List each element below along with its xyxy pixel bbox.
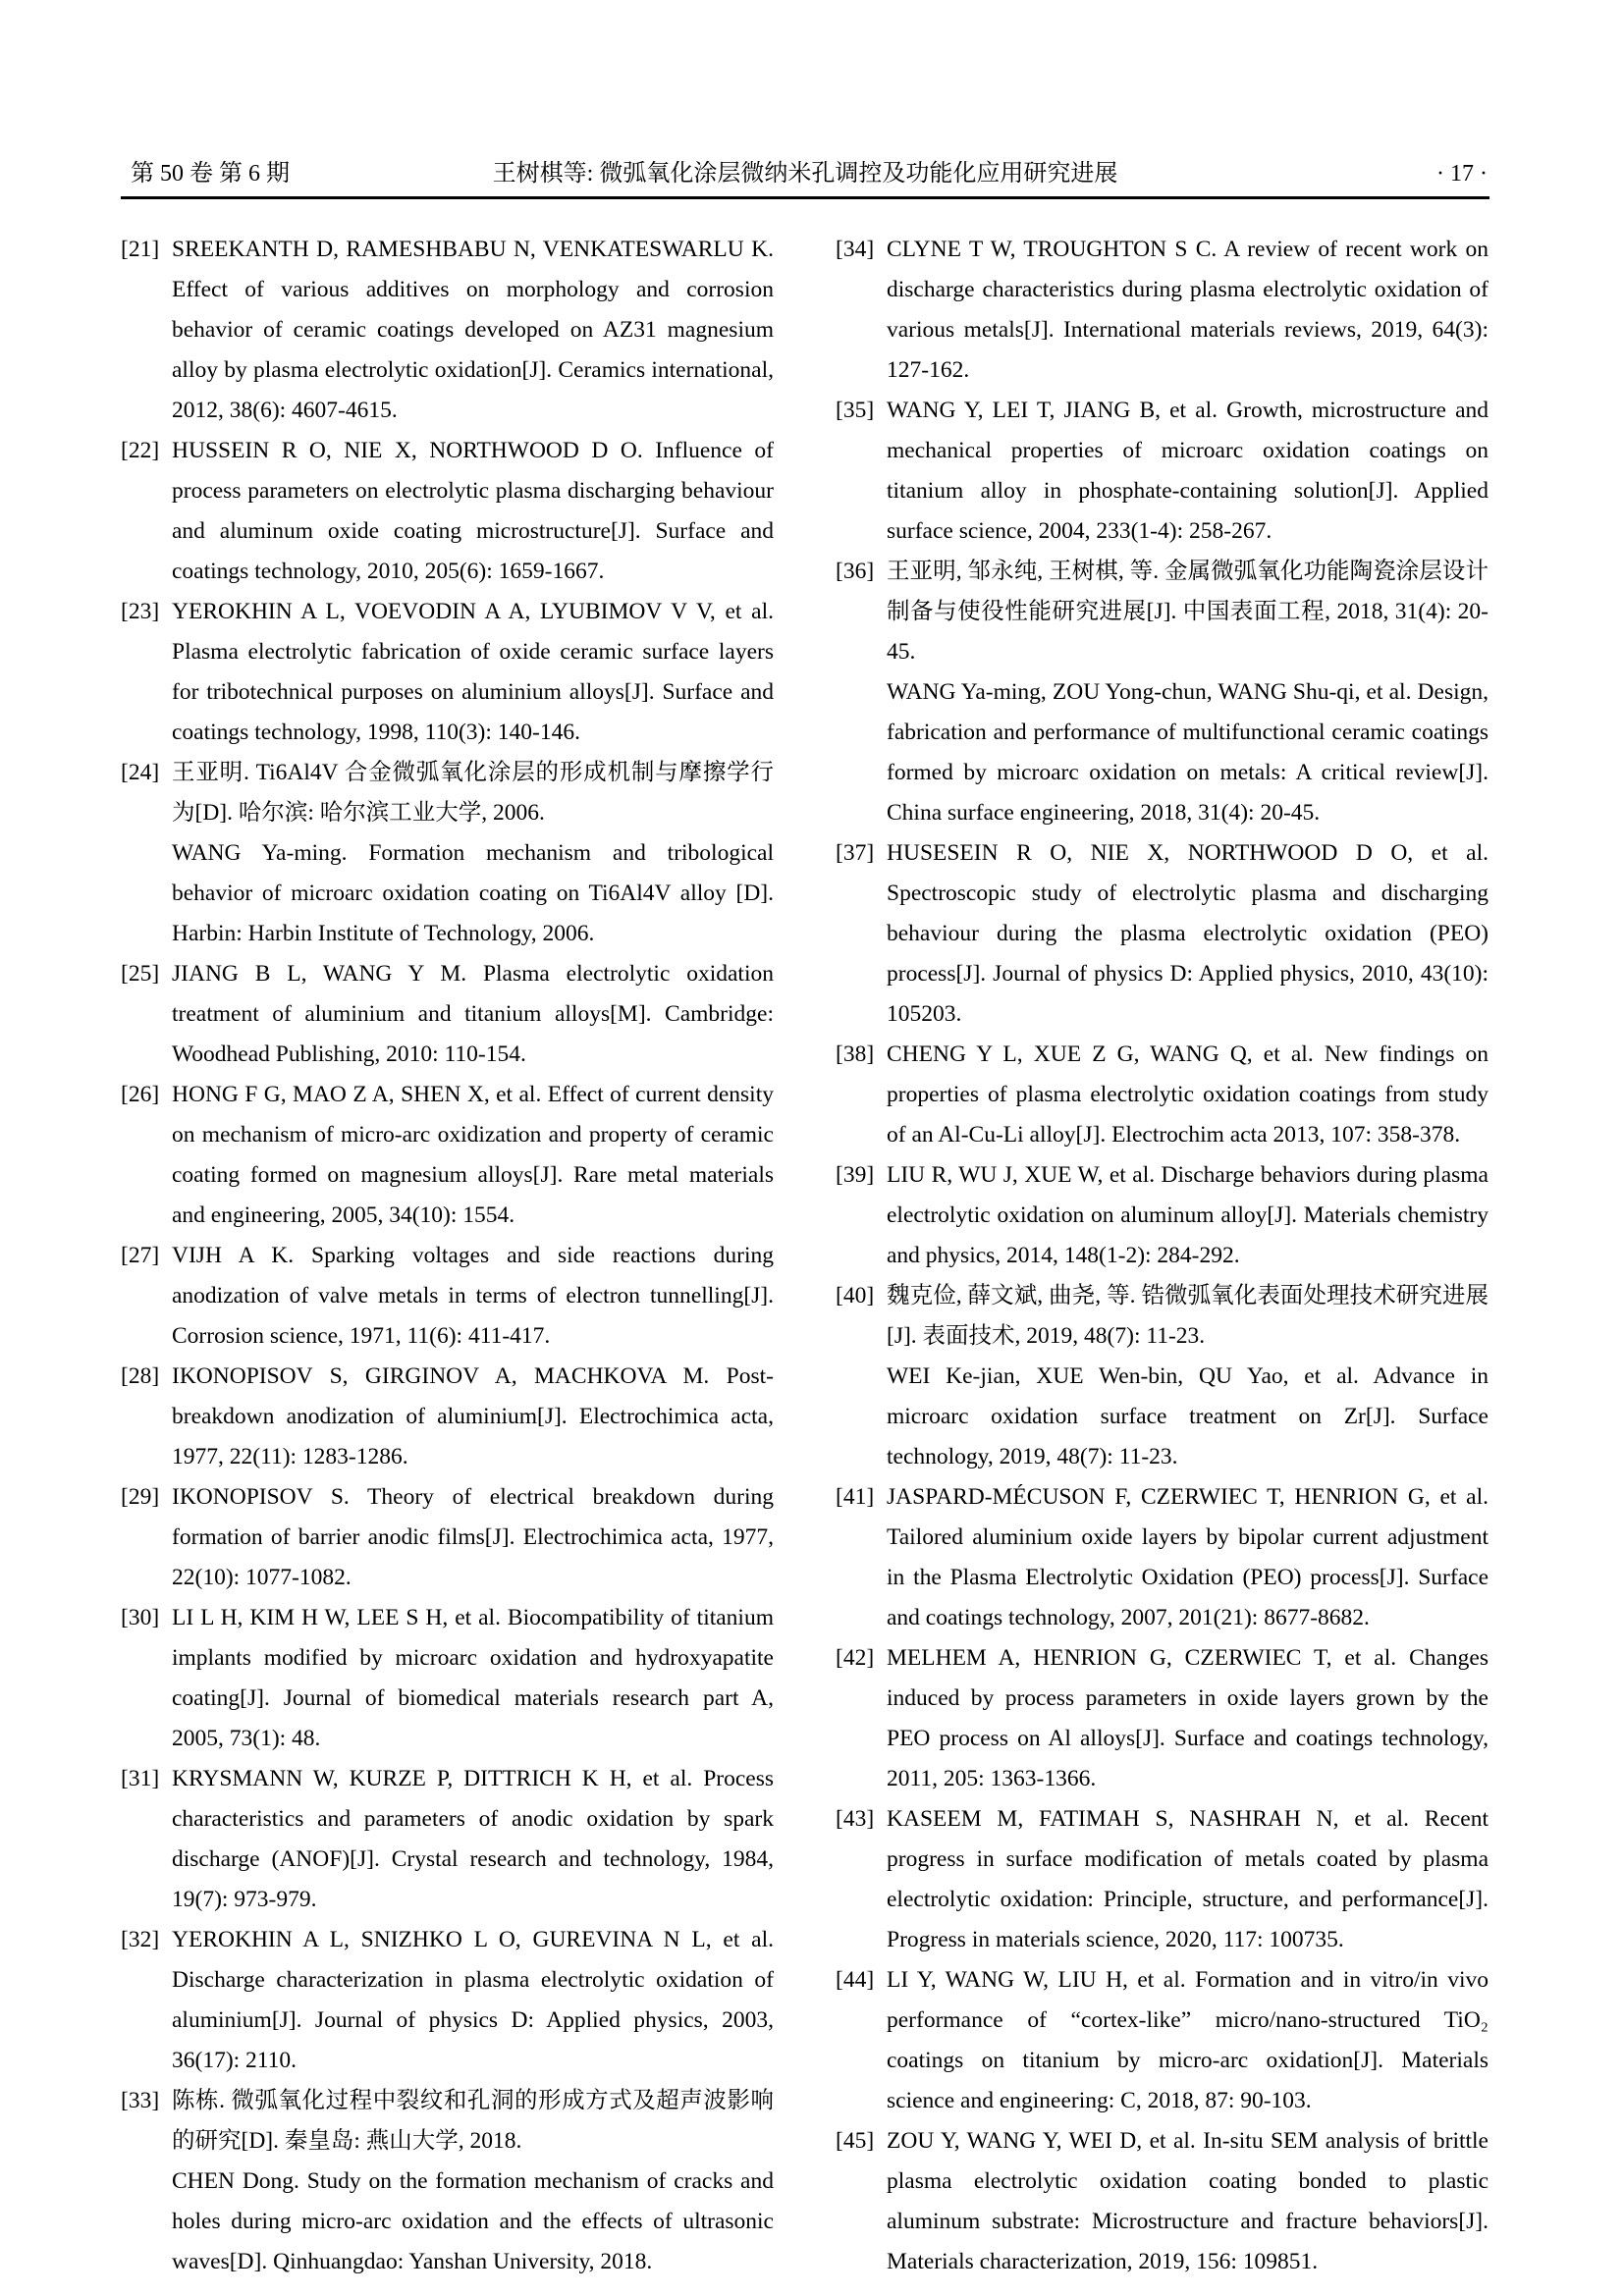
- reference-paragraph: LI L H, KIM H W, LEE S H, et al. Biocompatibility of titanium implants modified by microarc oxidation and hydroxyapatite coating[J]. Journal of biomedical materials research part A, 2005, 73(1): 48.: [172, 1605, 774, 1751]
- reference-paragraph: KRYSMANN W, KURZE P, DITTRICH K H, et al. Process characteristics and parameters of anodic oxidation by spark discharge (ANOF)[J]. Crystal research and technology, 1984, 19(7): 973-979.: [172, 1766, 774, 1912]
- reference-item: [836, 230, 1489, 391]
- reference-number: [39]: [836, 1162, 875, 1188]
- reference-item: [121, 1477, 774, 1598]
- reference-number: [21]: [121, 237, 160, 262]
- reference-number: [45]: [836, 2128, 875, 2154]
- reference-item: [836, 833, 1489, 1035]
- reference-item: [836, 1477, 1489, 1638]
- reference-number: [37]: [836, 840, 875, 866]
- reference-paragraph: 王亚明, 邹永纯, 王树棋, 等. 金属微弧氧化功能陶瓷涂层设计制备与使役性能研究进展[J]. 中国表面工程, 2018, 31(4): 20-45.: [887, 559, 1489, 665]
- reference-text: [887, 1276, 1489, 1477]
- reference-paragraph: WANG Y, LEI T, JIANG B, et al. Growth, microstructure and mechanical properties of microarc oxidation coatings on titanium alloy in phosphate-containing solution[J]. Applied surface science, 2004, 233(1-4): 258-267.: [887, 398, 1489, 544]
- reference-number: [32]: [121, 1927, 160, 1952]
- reference-text: [887, 1155, 1489, 1276]
- references-column-right: [836, 230, 1489, 2282]
- page-number: · 17 ·: [1436, 161, 1488, 187]
- reference-item: [836, 391, 1489, 552]
- reference-paragraph: JASPARD-MÉCUSON F, CZERWIEC T, HENRION G, et al. Tailored aluminium oxide layers by bipolar current adjustment in the Plasma Electrolytic Oxidation (PEO) process[J]. Surface and coatings technology, 2007, 201(21): 8677-8682.: [887, 1484, 1489, 1630]
- reference-text: [887, 1638, 1489, 1799]
- reference-text: [887, 1960, 1489, 2121]
- reference-item: [121, 1075, 774, 1236]
- reference-text: [172, 1759, 774, 1920]
- reference-paragraph: CLYNE T W, TROUGHTON S C. A review of recent work on discharge characteristics during plasma electrolytic oxidation of various metals[J]. International materials reviews, 2019, 64(3): 127-162.: [887, 237, 1489, 383]
- reference-item: [836, 1035, 1489, 1155]
- reference-paragraph: LIU R, WU J, XUE W, et al. Discharge behaviors during plasma electrolytic oxidation on aluminum alloy[J]. Materials chemistry and physics, 2014, 148(1-2): 284-292.: [887, 1162, 1489, 1268]
- page-header: [121, 155, 1489, 192]
- reference-paragraph: HUSESEIN R O, NIE X, NORTHWOOD D O, et al. Spectroscopic study of electrolytic plasma and discharging behaviour during the plasma electrolytic oxidation (PEO) process[J]. Journal of physics D: Applied physics, 2010, 43(10): 105203.: [887, 840, 1489, 1027]
- reference-number: [42]: [836, 1645, 875, 1671]
- reference-number: [40]: [836, 1283, 875, 1308]
- reference-number: [24]: [121, 760, 160, 785]
- reference-number: [31]: [121, 1766, 160, 1791]
- reference-number: [41]: [836, 1484, 875, 1510]
- reference-text: [172, 230, 774, 431]
- reference-text: [887, 230, 1489, 391]
- reference-paragraph: HONG F G, MAO Z A, SHEN X, et al. Effect of current density on mechanism of micro-arc oxidization and property of ceramic coating formed on magnesium alloys[J]. Rare metal materials and engineering, 2005, 34(10): 1554.: [172, 1082, 774, 1228]
- reference-paragraph: WANG Ya-ming. Formation mechanism and tribological behavior of microarc oxidation coating on Ti6Al4V alloy [D]. Harbin: Harbin Institute of Technology, 2006.: [172, 840, 774, 946]
- reference-item: [121, 1920, 774, 2081]
- reference-number: [25]: [121, 961, 160, 987]
- reference-number: [23]: [121, 599, 160, 624]
- references-section: [121, 230, 1489, 2282]
- reference-item: [836, 1799, 1489, 1960]
- reference-paragraph: 陈栋. 微弧氧化过程中裂纹和孔洞的形成方式及超声波影响的研究[D]. 秦皇岛: 燕山大学, 2018.: [172, 2088, 774, 2154]
- reference-number: [44]: [836, 1967, 875, 1993]
- header-rule: [121, 196, 1489, 199]
- reference-item: [836, 1155, 1489, 1276]
- reference-text: [887, 552, 1489, 833]
- reference-item: [121, 1357, 774, 1477]
- reference-text: [172, 1477, 774, 1598]
- reference-text: [172, 1598, 774, 1759]
- reference-number: [38]: [836, 1041, 875, 1067]
- reference-item: [121, 431, 774, 592]
- running-title: 王树棋等: 微弧氧化涂层微纳米孔调控及功能化应用研究进展: [492, 161, 1118, 187]
- volume-issue-label: 第 50 卷 第 6 期: [131, 161, 290, 187]
- reference-item: [836, 1638, 1489, 1799]
- reference-paragraph: YEROKHIN A L, SNIZHKO L O, GUREVINA N L, et al. Discharge characterization in plasma electrolytic oxidation of aluminium[J]. Journal of physics D: Applied physics, 2003, 36(17): 2110.: [172, 1927, 774, 2073]
- reference-text: [887, 1035, 1489, 1155]
- reference-text: [172, 753, 774, 954]
- reference-item: [836, 1276, 1489, 1477]
- reference-item: [121, 753, 774, 954]
- reference-paragraph: IKONOPISOV S, GIRGINOV A, MACHKOVA M. Post-breakdown anodization of aluminium[J]. Electrochimica acta, 1977, 22(11): 1283-1286.: [172, 1363, 774, 1469]
- reference-item: [836, 552, 1489, 833]
- reference-paragraph: VIJH A K. Sparking voltages and side reactions during anodization of valve metals in terms of electron tunnelling[J]. Corrosion science, 1971, 11(6): 411-417.: [172, 1243, 774, 1349]
- reference-paragraph: IKONOPISOV S. Theory of electrical breakdown during formation of barrier anodic films[J]. Electrochimica acta, 1977, 22(10): 1077-1082.: [172, 1484, 774, 1590]
- reference-paragraph: KASEEM M, FATIMAH S, NASHRAH N, et al. Recent progress in surface modification of metals coated by plasma electrolytic oxidation: Principle, structure, and performance[J]. Progress in materials science, 2020, 117: 100735.: [887, 1806, 1489, 1952]
- reference-item: [121, 1759, 774, 1920]
- reference-text: [172, 954, 774, 1075]
- reference-number: [26]: [121, 1082, 160, 1107]
- reference-number: [33]: [121, 2088, 160, 2113]
- reference-number: [28]: [121, 1363, 160, 1389]
- reference-item: [121, 1598, 774, 1759]
- reference-number: [29]: [121, 1484, 160, 1510]
- reference-number: [34]: [836, 237, 875, 262]
- reference-number: [35]: [836, 398, 875, 423]
- reference-number: [43]: [836, 1806, 875, 1832]
- reference-text: [172, 592, 774, 753]
- reference-paragraph: 魏克俭, 薛文斌, 曲尧, 等. 锆微弧氧化表面处理技术研究进展[J]. 表面技术, 2019, 48(7): 11-23.: [887, 1283, 1489, 1349]
- reference-item: [836, 1960, 1489, 2121]
- reference-paragraph: CHEN Dong. Study on the formation mechanism of cracks and holes during micro-arc oxidation and the effects of ultrasonic waves[D]. Qinhuangdao: Yanshan University, 2018.: [172, 2168, 774, 2274]
- reference-paragraph: YEROKHIN A L, VOEVODIN A A, LYUBIMOV V V, et al. Plasma electrolytic fabrication of oxide ceramic surface layers for tribotechnical purposes on aluminium alloys[J]. Surface and coatings technology, 1998, 110(3): 140-146.: [172, 599, 774, 745]
- reference-number: [30]: [121, 1605, 160, 1630]
- reference-text: [172, 1236, 774, 1357]
- reference-text: [887, 1799, 1489, 1960]
- reference-text: [887, 391, 1489, 552]
- reference-item: [121, 230, 774, 431]
- reference-paragraph: WANG Ya-ming, ZOU Yong-chun, WANG Shu-qi, et al. Design, fabrication and performance of multifunctional ceramic coatings formed by microarc oxidation on metals: A critical review[J]. China surface engineering, 2018, 31(4): 20-45.: [887, 679, 1489, 826]
- reference-item: [121, 1236, 774, 1357]
- reference-paragraph: WEI Ke-jian, XUE Wen-bin, QU Yao, et al. Advance in microarc oxidation surface treatment on Zr[J]. Surface technology, 2019, 48(7): 11-23.: [887, 1363, 1489, 1469]
- reference-text: [172, 1075, 774, 1236]
- reference-paragraph: JIANG B L, WANG Y M. Plasma electrolytic oxidation treatment of aluminium and titanium alloys[M]. Cambridge: Woodhead Publishing, 2010: 110-154.: [172, 961, 774, 1067]
- reference-text: [887, 833, 1489, 1035]
- reference-text: [172, 431, 774, 592]
- reference-paragraph: HUSSEIN R O, NIE X, NORTHWOOD D O. Influence of process parameters on electrolytic plasma discharging behaviour and aluminum oxide coating microstructure[J]. Surface and coatings technology, 2010, 205(6): 1659-1667.: [172, 438, 774, 584]
- reference-paragraph: SREEKANTH D, RAMESHBABU N, VENKATESWARLU K. Effect of various additives on morphology and corrosion behavior of ceramic coatings developed on AZ31 magnesium alloy by plasma electrolytic oxidation[J]. Ceramics international, 2012, 38(6): 4607-4615.: [172, 237, 774, 423]
- reference-paragraph: CHENG Y L, XUE Z G, WANG Q, et al. New findings on properties of plasma electrolytic oxidation coatings from study of an Al-Cu-Li alloy[J]. Electrochim acta 2013, 107: 358-378.: [887, 1041, 1489, 1148]
- reference-number: [36]: [836, 559, 875, 584]
- reference-paragraph: ZOU Y, WANG Y, WEI D, et al. In-situ SEM analysis of brittle plasma electrolytic oxidation coating bonded to plastic aluminum substrate: Microstructure and fracture behaviors[J]. Materials characterization, 2019, 156: 109851.: [887, 2128, 1489, 2274]
- reference-text: [172, 2081, 774, 2282]
- reference-text: [172, 1920, 774, 2081]
- reference-item: [121, 954, 774, 1075]
- reference-paragraph: LI Y, WANG W, LIU H, et al. Formation and in vitro/in vivo performance of “cortex-like” micro/nano-structured TiO₂ coatings on titanium by micro-arc oxidation[J]. Materials science and engineering: C, 2018, 87: 90-103.: [887, 1967, 1489, 2113]
- reference-number: [22]: [121, 438, 160, 463]
- reference-number: [27]: [121, 1243, 160, 1268]
- reference-text: [172, 1357, 774, 1477]
- reference-item: [121, 2081, 774, 2282]
- reference-text: [887, 2121, 1489, 2282]
- reference-paragraph: MELHEM A, HENRION G, CZERWIEC T, et al. Changes induced by process parameters in oxide layers grown by the PEO process on Al alloys[J]. Surface and coatings technology, 2011, 205: 1363-1366.: [887, 1645, 1489, 1791]
- reference-paragraph: 王亚明. Ti6Al4V 合金微弧氧化涂层的形成机制与摩擦学行为[D]. 哈尔滨: 哈尔滨工业大学, 2006.: [172, 760, 774, 826]
- reference-item: [121, 592, 774, 753]
- references-column-left: [121, 230, 774, 2282]
- reference-item: [836, 2121, 1489, 2282]
- reference-text: [887, 1477, 1489, 1638]
